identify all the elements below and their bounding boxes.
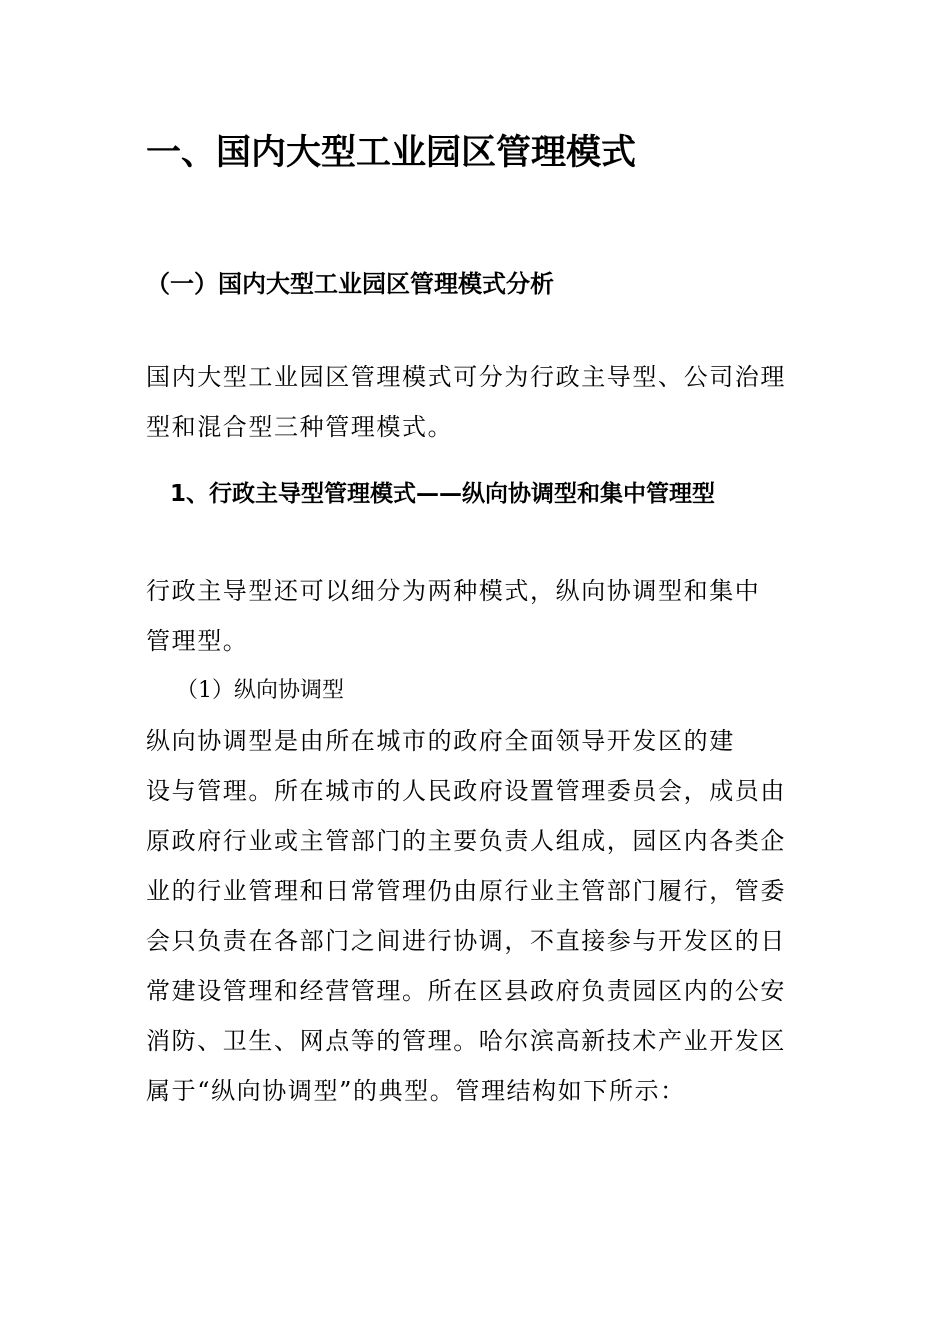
vertical-coordination-paragraph <box>146 716 806 1116</box>
paragraph-line: 国内大型工业园区管理模式可分为行政主导型、公司治理 <box>146 363 786 391</box>
intro-paragraph <box>146 352 806 452</box>
paragraph-line: 型和混合型三种管理模式。 <box>146 413 454 441</box>
paragraph-line: 属于“纵向协调型”的典型。管理结构如下所示： <box>146 1077 686 1105</box>
subsection-heading: 1、行政主导型管理模式——纵向协调型和集中管理型 <box>170 481 716 507</box>
paragraph-line: 常建设管理和经营管理。所在区县政府负责园区内的公安 <box>146 977 786 1005</box>
paragraph-line: 消防、卫生、网点等的管理。哈尔滨高新技术产业开发区 <box>146 1027 786 1055</box>
paragraph-line: 业的行业管理和日常管理仍由原行业主管部门履行，管委 <box>146 877 786 905</box>
paragraph-line: 管理型。 <box>146 627 249 655</box>
section-heading: （一）国内大型工业园区管理模式分析 <box>146 270 554 298</box>
admin-mode-paragraph <box>146 566 806 666</box>
chapter-heading: 一、国内大型工业园区管理模式 <box>146 133 637 173</box>
paragraph-line: 纵向协调型是由所在城市的政府全面领导开发区的建 <box>146 727 735 755</box>
paragraph-line: 原政府行业或主管部门的主要负责人组成，园区内各类企 <box>146 827 786 855</box>
paragraph-line: 行政主导型还可以细分为两种模式，纵向协调型和集中 <box>146 577 761 605</box>
paragraph-line: 设与管理。所在城市的人民政府设置管理委员会，成员由 <box>146 777 786 805</box>
paragraph-line: 会只负责在各部门之间进行协调，不直接参与开发区的日 <box>146 927 786 955</box>
item-heading: （1）纵向协调型 <box>176 678 344 703</box>
